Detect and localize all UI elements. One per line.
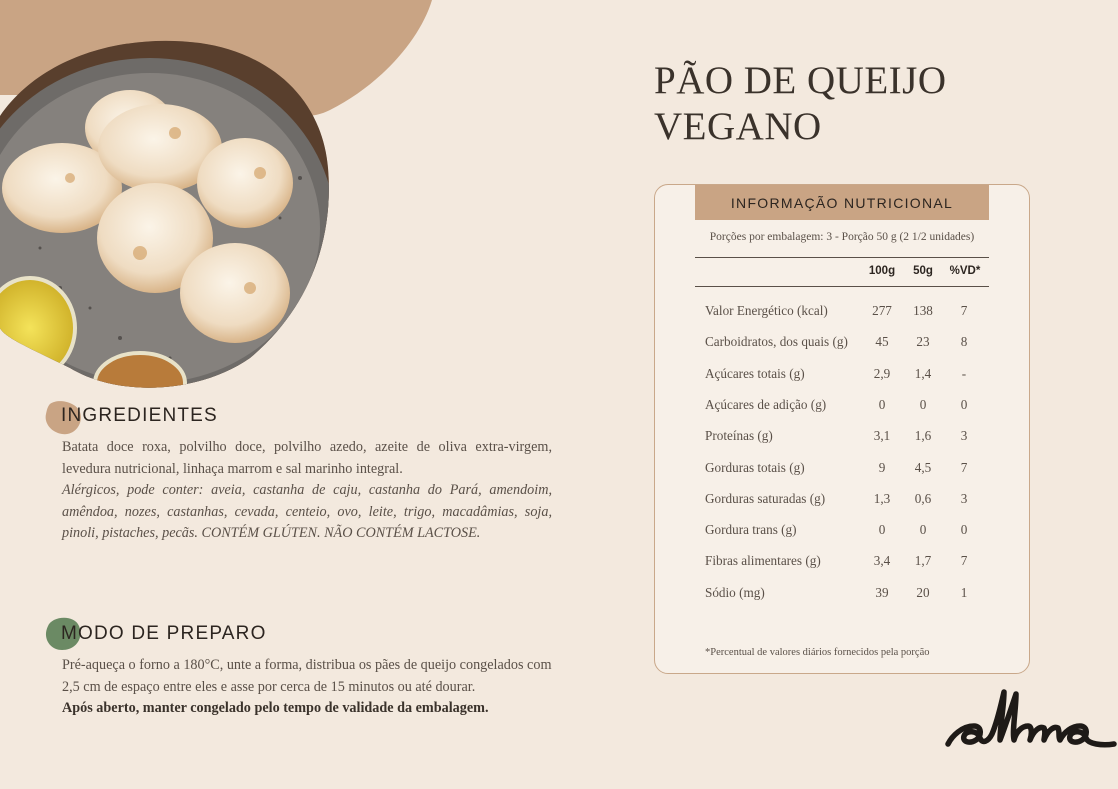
value-100g: 39 bbox=[875, 584, 889, 600]
title-line-2: VEGANO bbox=[654, 105, 822, 148]
value-50g: 1,7 bbox=[914, 553, 932, 569]
value-50g: 138 bbox=[913, 303, 933, 318]
value-100g: 45 bbox=[875, 334, 889, 350]
value-vd: 3 bbox=[960, 428, 968, 444]
value-100g: 3,1 bbox=[873, 428, 891, 444]
nutrition-row bbox=[655, 303, 1029, 334]
nutrient-label: Açúcares de adição (g) bbox=[705, 396, 827, 412]
nutrient-label: Sódio (mg) bbox=[705, 584, 765, 600]
nutrition-footnote: *Percentual de valores diários fornecidos pela porção bbox=[705, 647, 930, 658]
value-vd: 0 bbox=[960, 522, 968, 538]
nutrition-facts-panel bbox=[654, 184, 1030, 674]
nutrient-label: Valor Energético (kcal) bbox=[705, 303, 828, 318]
column-header-vd: %VD* bbox=[949, 265, 981, 277]
value-100g: 277 bbox=[872, 303, 892, 318]
preparation-text: Pré-aqueça o forno a 180°C, unte a forma, distribua os pães de queijo congelados com 2,5 cm de espaço entre eles e asse por cerca de 15 minutos ou até dourar. bbox=[62, 657, 552, 695]
value-100g: 3,4 bbox=[873, 553, 891, 569]
ingredients-body bbox=[62, 437, 552, 545]
column-header-100g: 100g bbox=[868, 265, 896, 277]
value-50g: 23 bbox=[916, 334, 930, 350]
value-50g: 0,6 bbox=[914, 490, 932, 506]
value-100g: 1,3 bbox=[873, 490, 891, 506]
table-rule-header bbox=[695, 286, 989, 287]
nutrition-row bbox=[655, 522, 1029, 553]
table-rule-top bbox=[695, 257, 989, 258]
brand-logo bbox=[942, 686, 1118, 752]
portions-info: Porções por embalagem: 3 - Porção 50 g (2 1/2 unidades) bbox=[709, 231, 975, 243]
value-vd: 8 bbox=[960, 334, 968, 350]
value-vd: 7 bbox=[960, 303, 968, 318]
value-50g: 4,5 bbox=[914, 459, 932, 475]
nutrition-row bbox=[655, 491, 1029, 522]
value-100g: 9 bbox=[878, 459, 886, 475]
nutrient-label: Proteínas (g) bbox=[705, 428, 773, 444]
value-100g: 2,9 bbox=[873, 365, 891, 381]
nutrient-label: Gordura trans (g) bbox=[705, 522, 797, 538]
column-header-50g: 50g bbox=[913, 265, 933, 277]
nutrition-row bbox=[655, 553, 1029, 584]
ingredients-text: Batata doce roxa, polvilho doce, polvilho azedo, azeite de oliva extra-virgem, levedura nutricional, linhaça marrom e sal marinho integral. bbox=[62, 439, 552, 477]
title-line-1: PÃO DE QUEIJO bbox=[654, 59, 947, 102]
nutrient-label: Gorduras totais (g) bbox=[705, 459, 805, 475]
value-vd: 1 bbox=[960, 584, 968, 600]
value-100g: 0 bbox=[878, 396, 886, 412]
nutrition-row bbox=[655, 334, 1029, 365]
nutrition-header: INFORMAÇÃO NUTRICIONAL bbox=[695, 185, 989, 220]
value-100g: 0 bbox=[878, 522, 886, 538]
nutrient-label: Fibras alimentares (g) bbox=[705, 553, 821, 569]
nutrition-row bbox=[655, 428, 1029, 459]
nutrition-row bbox=[655, 397, 1029, 428]
nutrition-row bbox=[655, 460, 1029, 491]
ingredients-heading: INGREDIENTES bbox=[61, 405, 218, 426]
preparation-heading: MODO DE PREPARO bbox=[61, 623, 267, 644]
nutrition-row bbox=[655, 366, 1029, 397]
allergens-text: Alérgicos, pode conter: aveia, castanha de caju, castanha do Pará, amendoim, amêndoa, nozes, castanhas, cevada, centeio, ovo, leite, trigo, macadâmias, soja, pinoli, pistaches, pecãs. CONTÉM GLÚTEN. NÃO CONTÉM LACTOSE. bbox=[62, 482, 552, 541]
value-50g: 1,6 bbox=[914, 428, 932, 444]
nutrient-label: Gorduras saturadas (g) bbox=[705, 490, 826, 506]
nutrient-label: Açúcares totais (g) bbox=[705, 365, 805, 381]
value-vd: 7 bbox=[960, 459, 968, 475]
value-vd: 0 bbox=[960, 396, 968, 412]
value-50g: 0 bbox=[919, 396, 927, 412]
page-title bbox=[654, 58, 947, 150]
value-50g: 1,4 bbox=[914, 365, 932, 381]
product-photo bbox=[0, 38, 335, 398]
value-vd: 7 bbox=[960, 553, 968, 569]
value-50g: 0 bbox=[919, 522, 927, 538]
preparation-body bbox=[62, 655, 562, 720]
nutrition-row bbox=[655, 585, 1029, 616]
storage-note: Após aberto, manter congelado pelo tempo de validade da embalagem. bbox=[62, 700, 489, 716]
value-50g: 20 bbox=[916, 584, 930, 600]
nutrient-label: Carboidratos, dos quais (g) bbox=[705, 334, 848, 350]
value-vd: - bbox=[961, 365, 967, 381]
value-vd: 3 bbox=[960, 490, 968, 506]
